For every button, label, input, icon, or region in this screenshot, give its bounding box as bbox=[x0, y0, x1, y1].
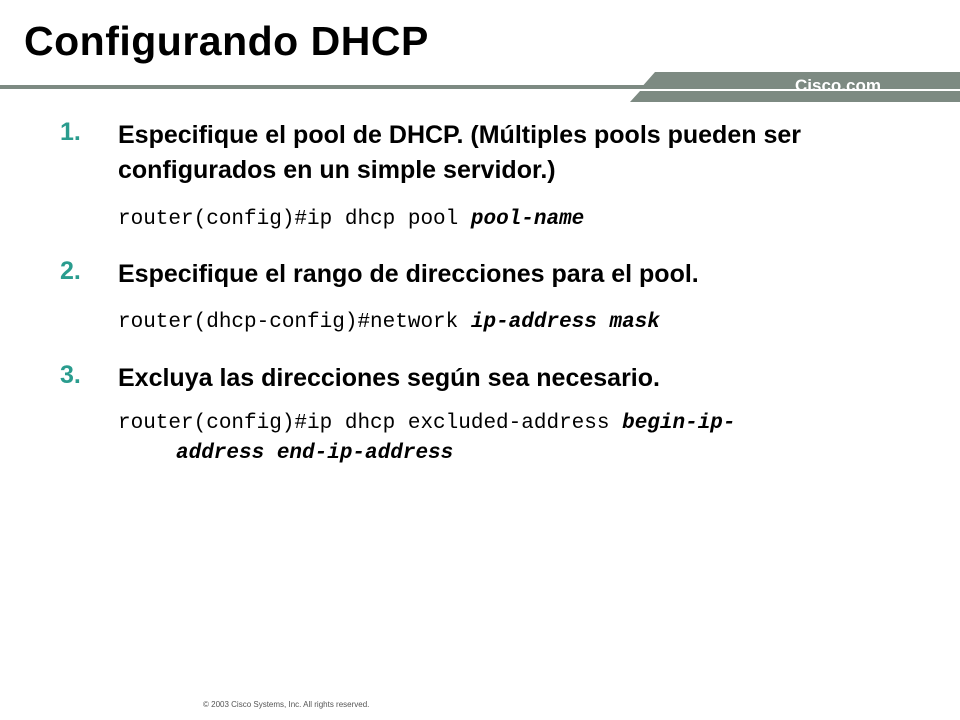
step-number: 3. bbox=[60, 361, 81, 389]
brand-label: Cisco.com bbox=[795, 76, 881, 95]
command-arg-cont: address end-ip-address bbox=[176, 442, 454, 465]
command-prefix: router(dhcp-config)#network bbox=[118, 311, 471, 334]
step-text: Excluya las direcciones según sea necesario. bbox=[118, 364, 660, 392]
step-number: 2. bbox=[60, 257, 81, 285]
step-number: 1. bbox=[60, 118, 81, 146]
command-arg: begin-ip- bbox=[622, 412, 736, 435]
step-2-command bbox=[118, 308, 660, 338]
slide-title: Configurando DHCP bbox=[24, 18, 429, 64]
step-3-command-cont bbox=[176, 439, 453, 469]
command-arg: ip-address mask bbox=[470, 311, 660, 334]
step-text: Especifique el rango de direcciones para el pool. bbox=[118, 260, 699, 288]
step-1-command bbox=[118, 205, 584, 235]
command-prefix: router(config)#ip dhcp pool bbox=[118, 208, 471, 231]
command-prefix: router(config)#ip dhcp excluded-address bbox=[118, 412, 623, 435]
banner-tab-lower bbox=[630, 91, 660, 102]
copyright-footer: © 2003 Cisco Systems, Inc. All rights reserved. bbox=[203, 700, 370, 709]
command-arg: pool-name bbox=[470, 208, 585, 231]
step-3-command bbox=[118, 409, 736, 439]
step-text: Especifique el pool de DHCP. (Múltiples pools pueden ser configurados en un simple servidor.) bbox=[118, 121, 801, 184]
